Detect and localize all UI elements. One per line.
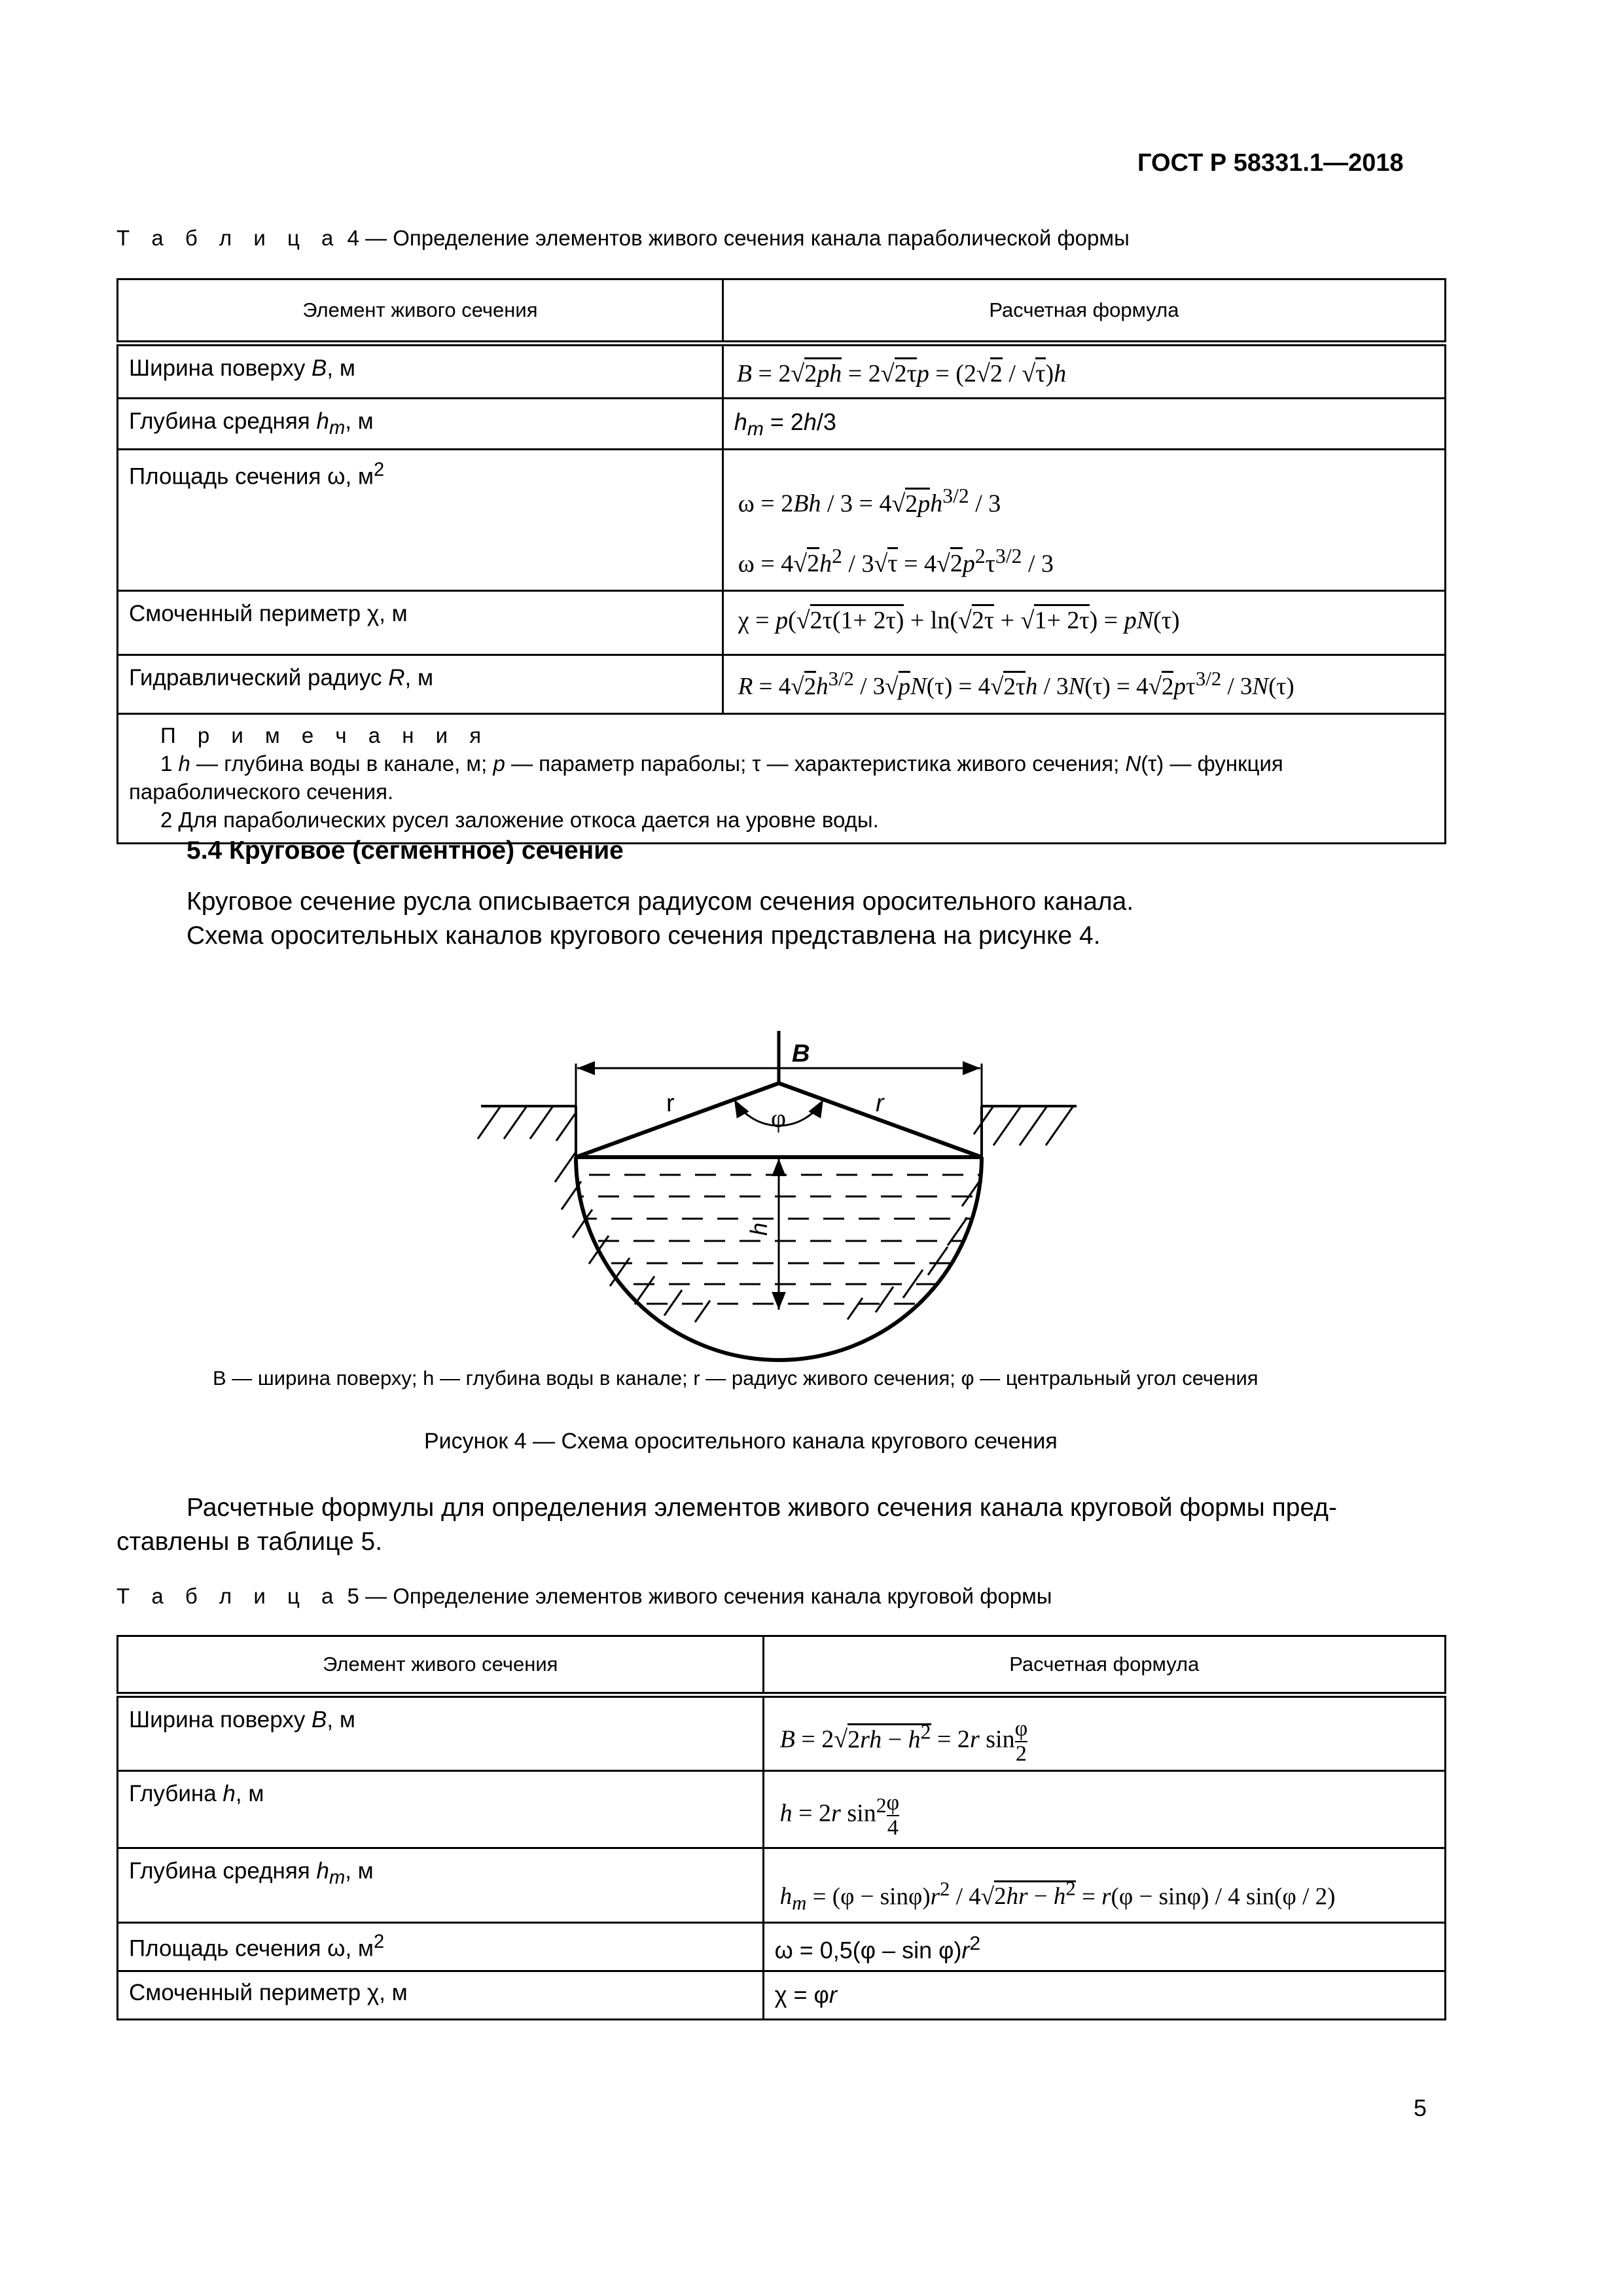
table5-caption-text: 5 — Определение элементов живого сечения канала круговой формы: [347, 1584, 1052, 1608]
table5-header-formula: Расчетная формула: [763, 1636, 1445, 1695]
table4-caption-prefix: Т а б л и ц а: [116, 226, 342, 250]
table4-header-formula: Расчетная формула: [722, 279, 1445, 344]
table5-row-depth-formula: h = 2r $\sin^2$ $\frac{\varphi}{4}$: [763, 1771, 1445, 1848]
table5-header-element: Элемент живого сечения: [118, 1636, 764, 1695]
section-title: 5.4 Круговое (сегментное) сечение: [187, 836, 624, 865]
table5-row-mean-depth-label: Глубина средняя $h_m$, м: [118, 1848, 764, 1923]
table5-row-area-label: Площадь сечения ω, $м^2$: [118, 1923, 764, 1971]
table5-row-width-label: Ширина поверху B, м: [118, 1695, 764, 1771]
table5: [116, 1635, 1446, 2020]
table5-caption-prefix: Т а б л и ц а: [116, 1584, 342, 1608]
table5-row-width-formula: $B = 2√2rh - h^2 = 2r$ sin $\frac{\varphi}{2}$: [763, 1695, 1445, 1771]
paragraph-3-line-2: ставлены в таблице 5.: [116, 1528, 383, 1556]
table4-header-element: Элемент живого сечения: [118, 279, 723, 344]
label-r-right: r: [876, 1090, 884, 1117]
table5-caption: [116, 1584, 1052, 1609]
table4-row-radius-label: Гидравлический радиус R, м: [118, 655, 723, 714]
label-r-left: r: [666, 1090, 675, 1117]
table4-caption-text: 4 — Определение элементов живого сечения канала параболической формы: [347, 226, 1130, 250]
table5-row-depth-label: Глубина h, м: [118, 1771, 764, 1848]
note-1-continued: параболического сечения.: [129, 780, 394, 804]
note-2: 2 Для параболических русел заложение откоса дается на уровне воды.: [160, 808, 879, 833]
notes-title: П р и м е ч а н и я: [160, 723, 490, 748]
figure-caption: Рисунок 4 — Схема оросительного канала кругового сечения: [424, 1429, 1058, 1454]
table4-row-mean-depth-formula: $h_m = 2h/3$: [722, 399, 1445, 450]
table4-row-width-label: Ширина поверху B, м: [118, 344, 723, 399]
table5-row-perimeter-label: Смоченный периметр χ, м: [118, 1971, 764, 2020]
section-paragraph-2: Схема оросительных каналов кругового сечения представлена на рисунке 4.: [187, 922, 1101, 950]
page-number: 5: [1414, 2094, 1427, 2121]
document-code: ГОСТ Р 58331.1—2018: [1137, 149, 1404, 177]
label-h: h: [745, 1222, 772, 1236]
label-B: B: [792, 1040, 810, 1067]
table5-row-perimeter-formula: χ = φr: [763, 1971, 1445, 2020]
table4-row-mean-depth-label: Глубина средняя $h_m$, м: [118, 399, 723, 450]
table4-row-radius-formula: $R = 4√2h^{3/2} / 3√pN(\tau) = 4√2\tau h / 3N(\tau) = 4√2p\tau^{3/2} / 3N(\tau)$: [722, 655, 1445, 714]
paragraph-3-line-1: Расчетные формулы для определения элементов живого сечения канала круговой формы пред-: [187, 1494, 1338, 1522]
note-1: 1 h — глубина воды в канале, м; p — параметр параболы; τ — характеристика живого сечения; N(τ) — функция: [160, 751, 1283, 776]
label-phi: φ: [771, 1103, 787, 1133]
table5-row-mean-depth-formula: $h_m = (\varphi - \sin\varphi)r^2 / 4√2hr - h^2 = r(\varphi - \sin\varphi) / 4$ sin(φ / 2): [763, 1848, 1445, 1923]
ground-hatching: [478, 1106, 1073, 1322]
radius-left: [576, 1083, 779, 1157]
table4-row-perimeter-label: Смоченный периметр χ, м: [118, 591, 723, 655]
section-paragraph-1: Круговое сечение русла описывается радиусом сечения оросительного канала.: [187, 888, 1134, 916]
table5-row-area-formula: $\omega = 0,5(\varphi - \sin \varphi)r^2$: [763, 1923, 1445, 1971]
table4-row-perimeter-formula: χ = p(√2τ(1+ 2τ) + ln(√2τ + √1+ 2τ) = pN(τ): [722, 591, 1445, 655]
table4-row-area-label: Площадь сечения ω, $м^2$: [118, 450, 723, 591]
table4-row-area-formula: $\omega = 2Bh / 3 = 4√2ph^{3/2} / 3$ $\omega = 4√2h^2 / 3√\tau = 4√2p^2\tau^{3/2} / 3$: [722, 450, 1445, 591]
figure-legend: B — ширина поверху; h — глубина воды в канале; r — радиус живого сечения; φ — центральный угол сечения: [213, 1367, 1258, 1390]
table4-row-width-formula: B = 2√2ph = 2√2τp = (2√2 / √τ)h: [722, 344, 1445, 399]
